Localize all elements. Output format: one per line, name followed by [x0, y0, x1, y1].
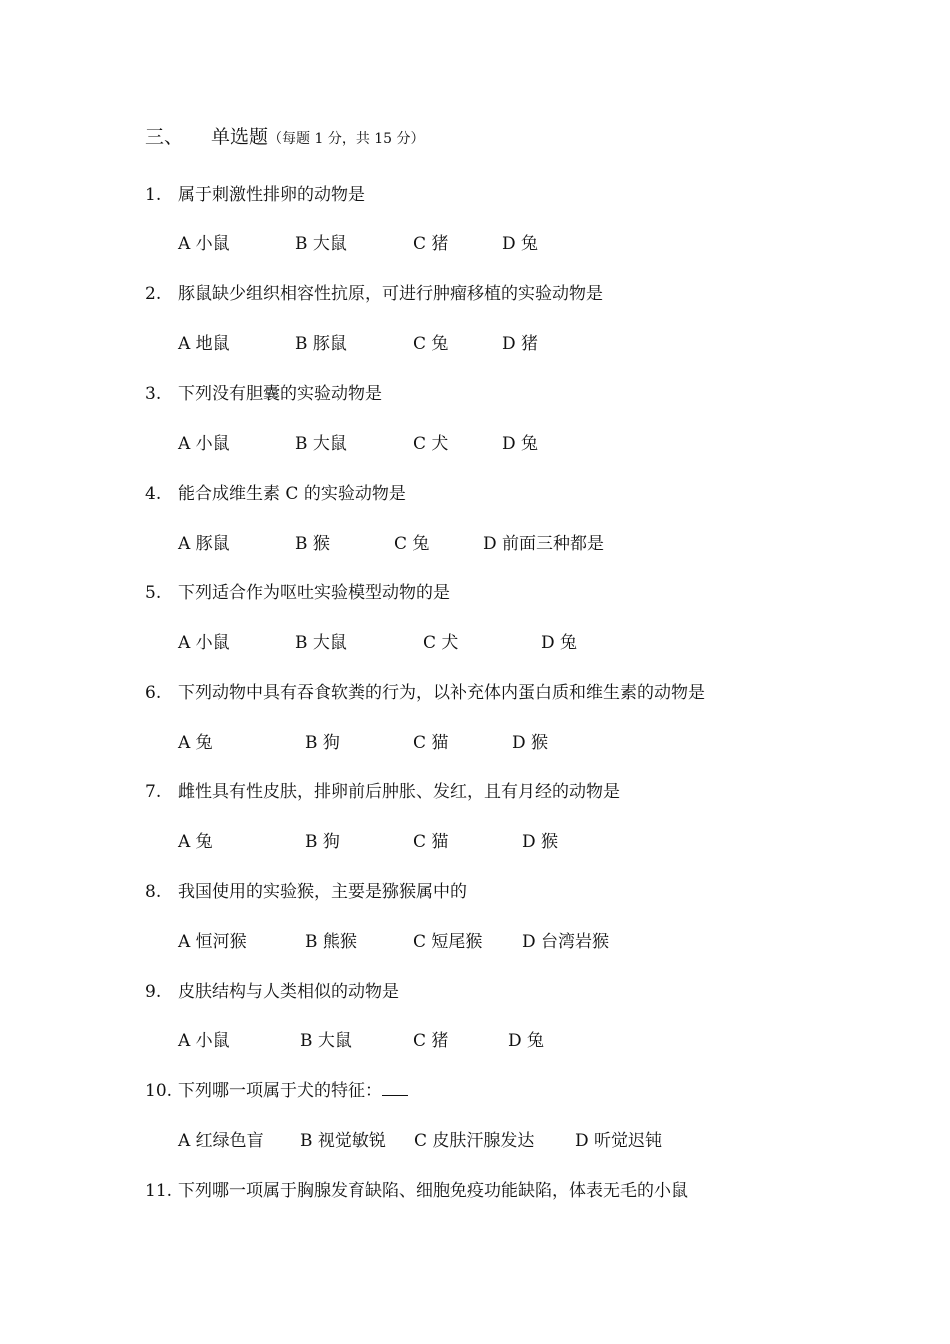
option-c: C 犬: [413, 434, 449, 454]
question-text: 豚鼠缺少组织相容性抗原，可进行肿瘤移植的实验动物是: [178, 284, 603, 304]
option-c: C 猪: [413, 234, 449, 254]
question-6: [145, 681, 705, 705]
option-d: D 兔: [502, 434, 539, 454]
question-2: [145, 282, 603, 306]
question-text: 雌性具有性皮肤，排卵前后肿胀、发红，且有月经的动物是: [178, 782, 620, 802]
question-3: [145, 382, 382, 406]
section-heading: [145, 122, 425, 149]
option-a: A 恒河猴: [178, 932, 247, 952]
question-11: [145, 1179, 688, 1203]
question-number: 5.: [145, 583, 162, 603]
option-c: C 皮肤汗腺发达: [414, 1131, 535, 1151]
option-c: C 短尾猴: [413, 932, 483, 952]
option-d: D 兔: [541, 633, 578, 653]
question-text: 下列哪一项属于犬的特征：: [178, 1081, 382, 1101]
option-b: B 大鼠: [295, 434, 347, 454]
option-c: C 猫: [413, 733, 449, 753]
option-c: C 兔: [394, 534, 430, 554]
option-a: A 小鼠: [178, 234, 230, 254]
question-number: 6.: [145, 683, 162, 703]
option-b: B 视觉敏锐: [300, 1131, 386, 1151]
question-number: 9.: [145, 982, 162, 1002]
option-a: A 豚鼠: [178, 534, 230, 554]
option-a: A 兔: [178, 733, 213, 753]
option-b: B 狗: [305, 733, 340, 753]
question-4: [145, 482, 406, 506]
option-a: A 红绿色盲: [178, 1131, 264, 1151]
option-b: B 大鼠: [295, 234, 347, 254]
question-5: [145, 581, 450, 605]
question-number: 2.: [145, 284, 162, 304]
section-note: （每题 1 分，共 15 分）: [268, 131, 425, 147]
option-a: A 小鼠: [178, 633, 230, 653]
question-9: [145, 980, 399, 1004]
option-c: C 兔: [413, 334, 449, 354]
question-text: 皮肤结构与人类相似的动物是: [178, 982, 399, 1002]
option-a: A 小鼠: [178, 434, 230, 454]
option-d: D 前面三种都是: [483, 534, 605, 554]
question-1: [145, 183, 365, 207]
question-text: 下列没有胆囊的实验动物是: [178, 384, 382, 404]
question-number: 4.: [145, 484, 162, 504]
question-7: [145, 780, 620, 804]
option-d: D 兔: [508, 1031, 545, 1051]
question-number: 3.: [145, 384, 162, 404]
question-text: 属于刺激性排卵的动物是: [178, 185, 365, 205]
option-a: A 地鼠: [178, 334, 230, 354]
question-number: 10.: [145, 1081, 173, 1101]
option-c: C 猫: [413, 832, 449, 852]
option-d: D 兔: [502, 234, 539, 254]
question-10: [145, 1079, 408, 1103]
question-8: [145, 880, 467, 904]
question-number: 8.: [145, 882, 162, 902]
option-a: A 小鼠: [178, 1031, 230, 1051]
section-number: 三、: [145, 126, 184, 148]
question-text: 能合成维生素 C 的实验动物是: [178, 484, 406, 504]
question-text: 下列适合作为呕吐实验模型动物的是: [178, 583, 450, 603]
option-d: D 猪: [502, 334, 539, 354]
question-number: 1.: [145, 185, 162, 205]
option-b: B 猴: [295, 534, 330, 554]
option-c: C 猪: [413, 1031, 449, 1051]
option-b: B 大鼠: [295, 633, 347, 653]
option-c: C 犬: [423, 633, 459, 653]
option-b: B 大鼠: [300, 1031, 352, 1051]
option-b: B 熊猴: [305, 932, 357, 952]
option-b: B 狗: [305, 832, 340, 852]
section-title: 单选题: [211, 126, 269, 148]
option-b: B 豚鼠: [295, 334, 347, 354]
option-d: D 听觉迟钝: [575, 1131, 663, 1151]
option-d: D 猴: [522, 832, 559, 852]
question-text: 我国使用的实验猴，主要是猕猴属中的: [178, 882, 467, 902]
option-a: A 兔: [178, 832, 213, 852]
option-d: D 台湾岩猴: [522, 932, 610, 952]
question-number: 11.: [145, 1181, 173, 1201]
option-d: D 猴: [512, 733, 549, 753]
question-number: 7.: [145, 782, 162, 802]
question-text: 下列哪一项属于胸腺发育缺陷、细胞免疫功能缺陷，体表无毛的小鼠: [178, 1181, 688, 1201]
answer-blank: [382, 1079, 408, 1096]
question-text: 下列动物中具有吞食软粪的行为，以补充体内蛋白质和维生素的动物是: [178, 683, 705, 703]
